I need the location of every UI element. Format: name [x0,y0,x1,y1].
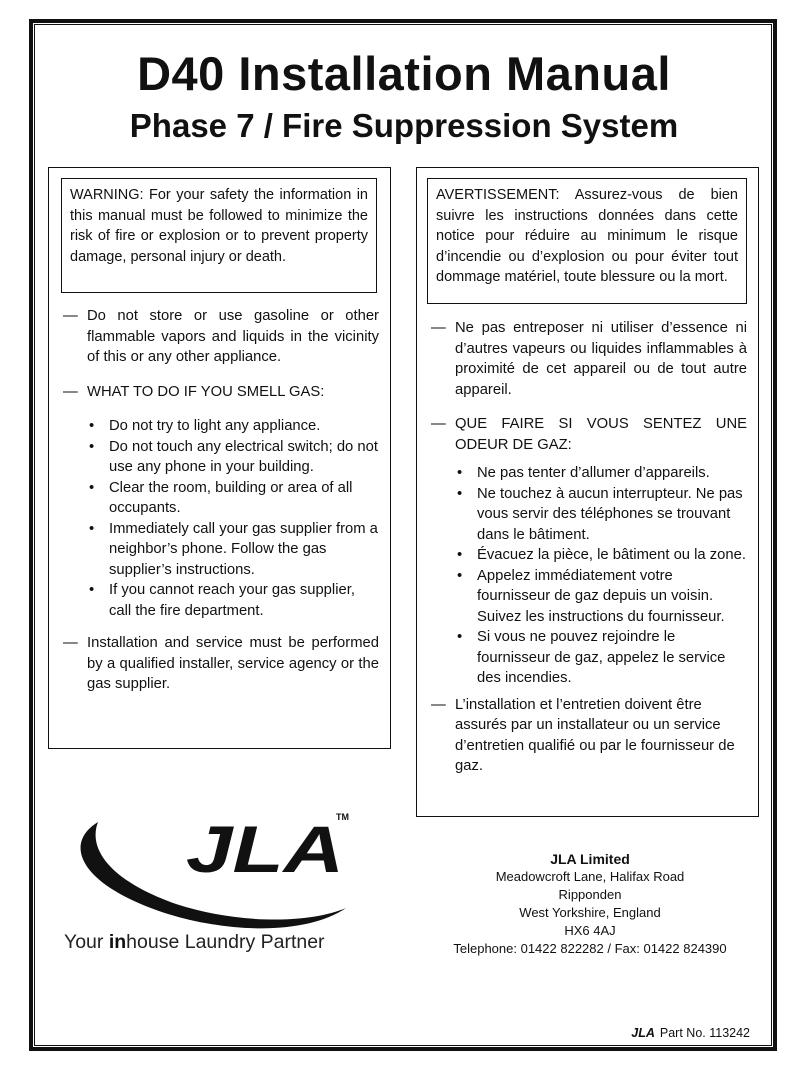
list-item-text: Ne pas tenter d’allumer d’appareils. [477,465,710,481]
bullet-mark: • [457,465,463,481]
address-line: Ripponden [558,887,622,902]
bullet-mark: • [89,582,95,598]
company-address [440,850,740,958]
english-item-storage [63,306,379,368]
logo-wordmark: JLA [186,812,344,886]
part-number [631,1026,750,1040]
french-item-storage [431,318,747,400]
french-item-installation-text: L’installation et l’entretien doivent être assurés par un installateur ou un service d’entretien qualifié ou par le fournisseur de gaz. [455,696,735,774]
french-safety-panel [416,167,759,817]
address-postcode: HX6 4AJ [564,923,616,938]
dash-mark: — [63,635,78,651]
dash-mark: — [431,416,446,432]
address-line: Meadowcroft Lane, Halifax Road [495,869,685,884]
list-item [63,519,379,581]
list-item [63,437,379,478]
logo-tagline [64,931,325,954]
dash-mark: — [431,696,446,713]
english-item-storage-text: Do not store or use gasoline or other flammable vapors and liquids in the vicinity of this or any other appliance. [87,308,379,365]
bullet-mark: • [89,520,95,537]
bullet-mark: • [89,418,95,434]
list-item [63,478,379,519]
list-item-text: Do not touch any electrical switch; do not use any phone in your building. [109,438,378,475]
list-item [431,463,747,484]
list-item [431,566,747,628]
list-item [431,627,747,689]
list-item [63,416,379,437]
page-title: D40 Installation Manual [137,47,671,100]
list-item [431,545,747,566]
tagline-pre: Your [64,931,109,953]
dash-mark: — [431,320,446,336]
french-instructions [431,318,747,791]
list-item-text: Ne touchez à aucun interrupteur. Ne pas vous servir des téléphones se trouvant dans le bâtiment. [477,485,743,543]
tagline-post: house Laundry Partner [126,931,325,953]
logo-trademark: TM [336,812,349,822]
french-item-storage-text: Ne pas entreposer ni utiliser d’essence ni d’autres vapeurs ou liquides inflammables à proximité de cet appareil ou de tout autre appareil. [455,320,747,398]
list-item-text: Immediately call your gas supplier from a neighbor’s phone. Follow the gas supplier’s instructions. [109,520,378,578]
part-brand: JLA [631,1026,655,1040]
list-item-text: Si vous ne pouvez rejoindre le fournisseur de gaz, appelez le service des incendies. [477,629,726,686]
english-item-installation-text: Installation and service must be performed by a qualified installer, service agency or the gas supplier. [87,635,379,692]
bullet-mark: • [457,547,463,563]
french-gas-heading-text: QUE FAIRE SI VOUS SENTEZ UNE ODEUR DE GAZ: [455,416,747,453]
bullet-mark: • [457,629,463,645]
bullet-mark: • [457,567,463,584]
english-item-gas-heading [63,382,379,403]
english-gas-bullets [63,416,379,621]
english-item-installation [63,633,379,695]
list-item [63,580,379,621]
english-safety-panel [48,167,391,749]
english-instructions [63,306,379,709]
contact-phone: Telephone: 01422 822282 / Fax: 01422 824390 [453,941,727,956]
list-item-text: Do not try to light any appliance. [109,418,321,434]
list-item-text: Évacuez la pièce, le bâtiment ou la zone. [477,547,746,563]
french-item-gas-heading [431,414,747,455]
french-item-installation [431,695,747,777]
french-gas-bullets [431,463,747,689]
tagline-bold: in [108,931,127,953]
english-gas-heading-text: WHAT TO DO IF YOU SMELL GAS: [87,383,325,400]
list-item-text: If you cannot reach your gas supplier, call the fire department. [109,582,355,619]
bullet-mark: • [89,438,95,455]
list-item-text: Clear the room, building or area of all occupants. [109,479,353,516]
english-warning-box: WARNING: For your safety the information in this manual must be followed to minimize the risk of fire or explosion or to prevent property damage, personal injury or death. [61,178,377,293]
bullet-mark: • [89,479,95,496]
dash-mark: — [63,383,78,400]
company-name: JLA Limited [550,851,630,867]
dash-mark: — [63,308,78,324]
list-item-text: Appelez immédiatement votre fournisseur de gaz depuis un voisin. Suivez les instructions du fournisseur. [477,567,725,625]
list-item [431,484,747,546]
french-warning-box: AVERTISSEMENT: Assurez-vous de bien suivre les instructions données dans cette notice pour réduire au minimum le risque d’incendie ou d’explosion ou pour éviter tout dommage matériel, toute blessure ou la mort. [427,178,747,304]
address-line: West Yorkshire, England [519,905,661,920]
page-subtitle: Phase 7 / Fire Suppression System [129,107,679,144]
bullet-mark: • [457,485,463,502]
part-label: Part No. 113242 [659,1026,750,1040]
